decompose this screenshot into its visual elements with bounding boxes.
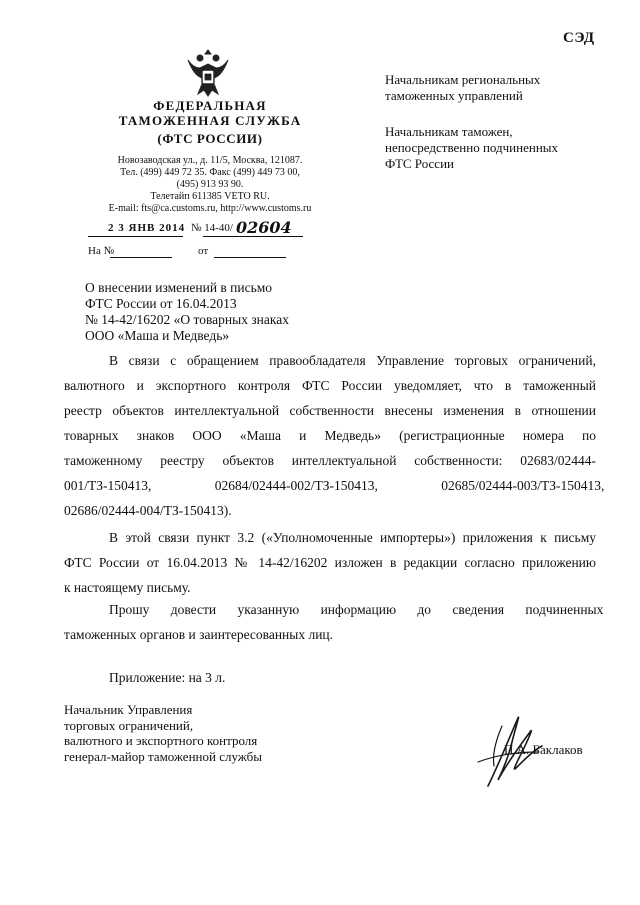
reference-number-blank <box>110 257 172 258</box>
subject-line: ФТС России от 16.04.2013 <box>85 296 237 311</box>
signatory-name: П.А. Баклаков <box>504 742 583 757</box>
body-paragraph-2 <box>64 525 596 600</box>
body-line: В связи с обращением правообладателя Управление торговых ограничений, <box>109 353 596 368</box>
org-abbreviation: (ФТС РОССИИ) <box>157 131 263 146</box>
body-line: ФТС России от 16.04.2013 № 14-42/16202 изложен в редакции согласно приложению <box>64 555 596 570</box>
body-line: к настоящему письму. <box>64 580 191 595</box>
signatory-title-line: Начальник Управления <box>64 702 193 717</box>
body-line: В этой связи пункт 3.2 («Уполномоченные импортеры») приложения к письму <box>109 530 596 545</box>
recipient-line: Начальникам региональных <box>385 72 541 87</box>
recipient-line: таможенных управлений <box>385 88 523 103</box>
recipients-group-customs <box>385 124 625 172</box>
body-line: реестр объектов интеллектуальной собственности внесены изменения в отношении <box>64 403 596 418</box>
document-registry-mark: СЭД <box>563 30 595 46</box>
signatory-title-line: валютного и экспортного контроля <box>64 733 258 748</box>
subject-line: О внесении изменений в письмо <box>85 280 273 295</box>
body-line: валютного и экспортного контроля ФТС России уведомляет, что в таможенный <box>64 378 596 393</box>
body-line: Прошу довести указанную информацию до сведения подчиненных <box>109 602 604 617</box>
body-paragraph-3 <box>64 597 604 647</box>
body-paragraph-1 <box>64 348 605 523</box>
body-line: таможенному реестру объектов интеллектуальной собственности: 02683/02444- <box>64 453 596 468</box>
contact-phone: Тел. (499) 449 72 35. Факс (499) 449 73 00, <box>120 167 300 178</box>
letter-date: 2 3 ЯНВ 2014 <box>108 222 186 234</box>
number-underline <box>203 236 303 237</box>
subject-line: ООО «Маша и Медведь» <box>85 328 230 343</box>
contact-phone-extra: (495) 913 93 90. <box>176 179 244 190</box>
double-headed-eagle-emblem-icon <box>186 46 230 98</box>
org-name-line2: ТАМОЖЕННАЯ СЛУЖБА <box>118 113 302 128</box>
contact-address: Новозаводская ул., д. 11/5, Москва, 121087. <box>117 155 303 166</box>
letter-number-handwritten: 02604 <box>236 218 292 237</box>
reference-date-label: от <box>198 245 209 257</box>
reference-number-label: На № <box>88 245 115 257</box>
letter-subject <box>85 280 365 344</box>
date-underline <box>88 236 183 237</box>
recipient-line: Начальникам таможен, <box>385 124 513 139</box>
subject-line: № 14-42/16202 «О товарных знаках <box>85 312 289 327</box>
letter-number-label: № 14-40/ <box>191 222 233 234</box>
reference-date-blank <box>214 257 286 258</box>
org-contact-block <box>80 155 340 215</box>
body-line: 001/ТЗ-150413, 02684/02444-002/ТЗ-150413, 02685/02444-003/ТЗ-150413, <box>64 478 605 493</box>
contact-email: E-mail: fts@ca.customs.ru, http://www.customs.ru <box>108 203 312 214</box>
recipient-line: непосредственно подчиненных <box>385 140 559 155</box>
body-line: 02686/02444-004/ТЗ-150413). <box>64 503 232 518</box>
signatory-title <box>64 702 324 764</box>
signatory-title-line: генерал-майор таможенной службы <box>64 748 262 764</box>
recipient-line: ФТС России <box>385 156 454 171</box>
body-line: таможенных органов и заинтересованных лиц. <box>64 627 334 642</box>
org-name-line1: ФЕДЕРАЛЬНАЯ <box>153 98 267 113</box>
contact-teletype: Телетайп 611385 VETO RU. <box>150 191 270 202</box>
attachment-note: Приложение: на 3 л. <box>109 670 226 685</box>
recipients-group-regional <box>385 72 625 104</box>
signatory-title-line: торговых ограничений, <box>64 717 194 733</box>
body-line: товарных знаков ООО «Маша и Медведь» (регистрационные номера по <box>64 428 596 443</box>
